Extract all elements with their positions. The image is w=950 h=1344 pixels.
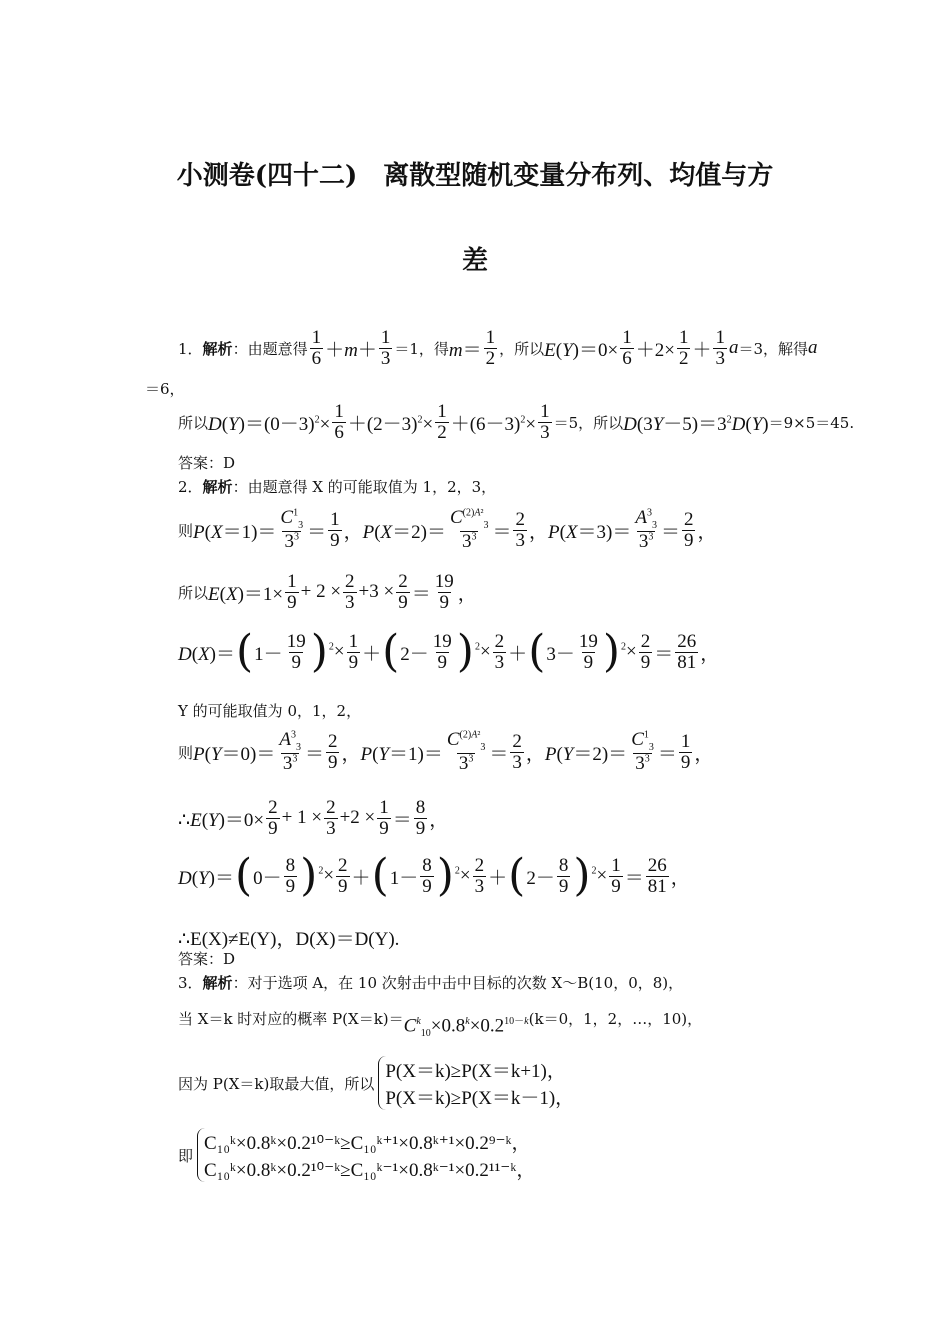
q2-py: 则 P(Y＝0)＝ $\frac{A^3_3}{3^3}$ ＝ $\frac{2}{9}$ ，P(Y＝1)＝ $\frac{C^{(2)A^2}_3}{3^3}$ ＝ $\frac{2}{3}$ ，P(Y＝2)＝ $\frac{C^1_3}{3^3}$ ＝ $\frac{1}{9}$ ， bbox=[178, 729, 714, 775]
q1-line2: 所以 $D(Y)=(0-3)^2\times$ $\frac{1}{6}$ $+(2-3)^2\times$ $\frac{1}{2}$ $+(6-3)^2\times$ $\frac{1}{3}$ ＝5，所以 $D(3Y-5)=3^2D(Y)$ ＝9×5＝45. bbox=[178, 401, 855, 443]
q2-answer: 答案：D bbox=[178, 950, 236, 968]
q2-dx: D(X)＝ ( 1－ $\frac{19}{9}$ ) $^2$× $\frac{1}{9}$ ＋ ( 2－ $\frac{19}{9}$ ) $^2$× $\frac{2}{3}$ ＋ ( 3－ $\frac{19}{9}$ ) $^2$× $\frac{2}{9}$ ＝ $\frac{26}{81}$ ， bbox=[178, 626, 720, 677]
q2-dy: D(Y)＝ ( 0－ $\frac{8}{9}$ ) $^2$× $\frac{2}{9}$ ＋ ( 1－ $\frac{8}{9}$ ) $^2$× $\frac{2}{3}$ ＋ ( 2－ $\frac{8}{9}$ ) $^2$× $\frac{1}{9}$ ＝ $\frac{26}{81}$ ， bbox=[178, 850, 690, 901]
q2-y-values: Y 的可能取值为 0，1，2， bbox=[178, 702, 362, 720]
page-title-continued: 差 bbox=[461, 246, 488, 276]
q2-ey: ∴E(Y)＝0× $\frac{2}{9}$ + 1 × $\frac{2}{3}$ +2 × $\frac{1}{9}$ ＝ $\frac{8}{9}$ ， bbox=[178, 797, 449, 839]
q1-answer: 答案：D bbox=[178, 454, 236, 472]
q3-line3: 因为 P(X＝k)取最大值，所以 P(X＝k)≥P(X＝k+1)， P(X＝k)≥P(X＝k－1)， bbox=[178, 1056, 574, 1110]
q2-conclusion: ∴E(X)≠E(Y)，D(X)＝D(Y). bbox=[178, 929, 400, 950]
q3-line1: 3． 解析 ：对于选项 A，在 10 次射击中击中目标的次数 X～B(10，0，8)， bbox=[178, 974, 684, 992]
q3-line2: 当 X＝k 时对应的概率 P(X＝k)＝ $C^k_{10}\times 0.8^k\times 0.2^{10-k}$ (k＝0，1，2，…，10)， bbox=[178, 1010, 703, 1040]
q2-line1: 2． 解析 ：由题意得 X 的可能取值为 1，2，3， bbox=[178, 478, 497, 496]
q1-line1-wrap: ＝6， bbox=[145, 380, 185, 398]
q3-line4: 即 C₁₀ᵏ×0.8ᵏ×0.2¹⁰⁻ᵏ≥C₁₀ᵏ⁺¹×0.8ᵏ⁺¹×0.2⁹⁻ᵏ， C₁₀ᵏ×0.8ᵏ×0.2¹⁰⁻ᵏ≥C₁₀ᵏ⁻¹×0.8ᵏ⁻¹×0.2¹¹⁻ᵏ， bbox=[178, 1128, 535, 1182]
q2-px: 则 P(X＝1)＝ $\frac{C^1_3}{3^3}$ ＝ $\frac{1}{9}$ ，P(X＝2)＝ $\frac{C^{(2)A^2}_3}{3^3}$ ＝ $\frac{2}{3}$ ，P(X＝3)＝ $\frac{A^3_3}{3^3}$ ＝ $\frac{2}{9}$ ， bbox=[178, 507, 717, 553]
q1-line1: 1． 解析 ：由题意得 $\frac{1}{6}$ ＋m＋ $\frac{1}{3}$ ＝1，得 m＝ $\frac{1}{2}$ ，所以 E(Y)＝0× $\frac{1}{6}$ ＋2× $\frac{1}{2}$ ＋ $\frac{1}{3}$ a ＝3，解得 a bbox=[178, 327, 818, 369]
page-title: 小测卷(四十二) 离散型随机变量分布列、均值与方 bbox=[176, 161, 774, 191]
q2-ex: 所以 E(X)＝1× $\frac{1}{9}$ + 2 × $\frac{2}{3}$ +3 × $\frac{2}{9}$ ＝ $\frac{19}{9}$ ， bbox=[178, 571, 477, 613]
